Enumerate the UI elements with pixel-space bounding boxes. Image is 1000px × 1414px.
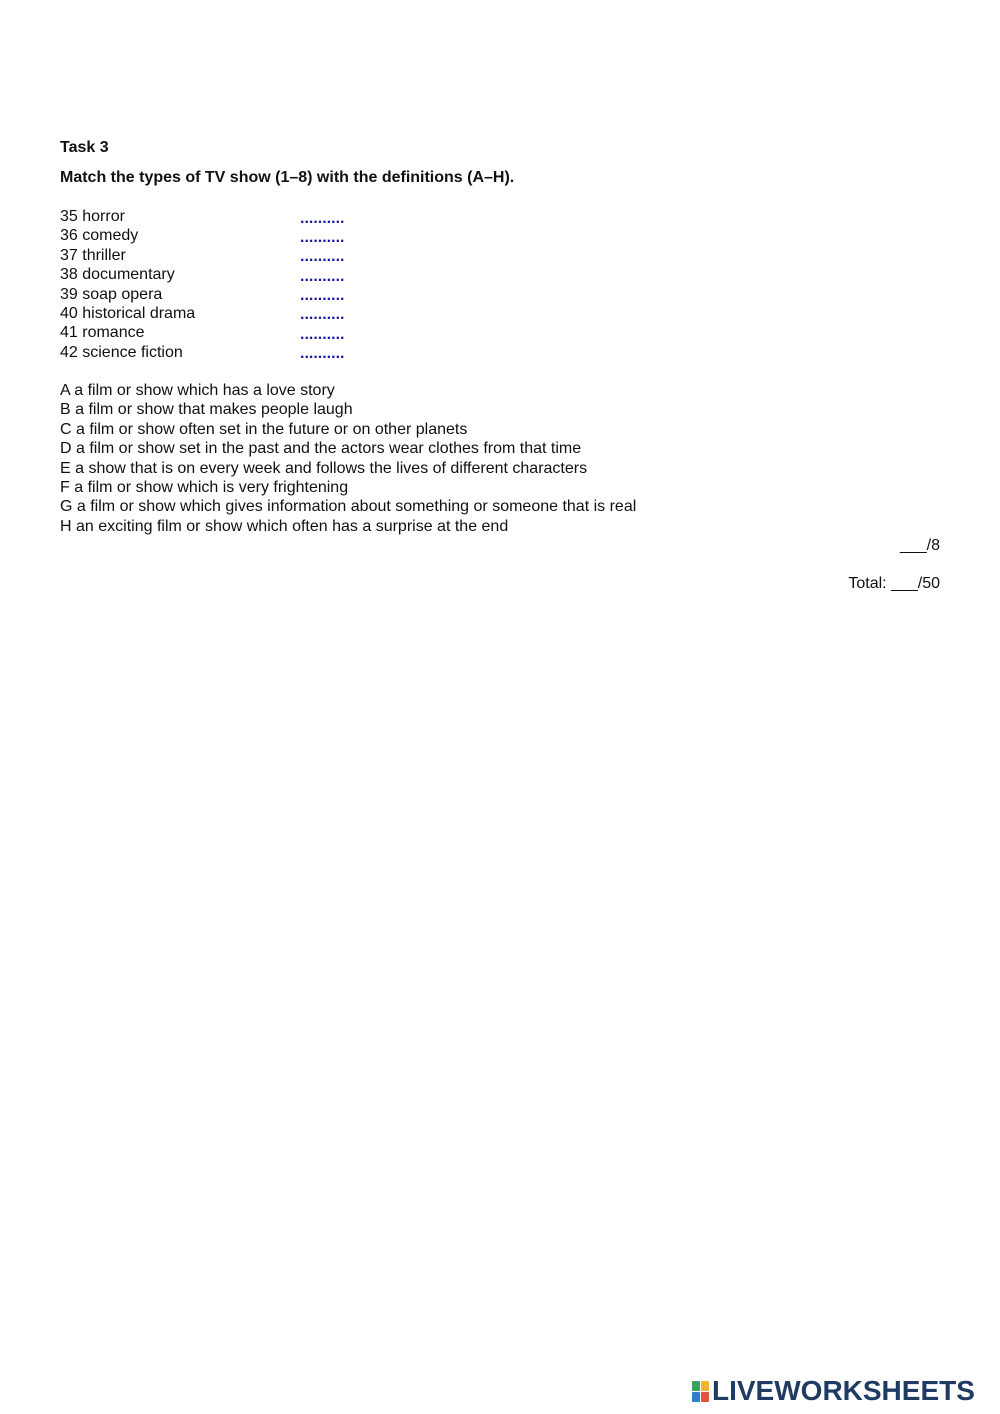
definition-e: E a show that is on every week and follows the lives of different characters <box>60 459 588 477</box>
definition-b: B a film or show that makes people laugh <box>60 401 353 419</box>
definition-f: F a film or show which is very frightening <box>60 479 349 497</box>
list-item <box>60 226 380 245</box>
total-score: Total: ___/50 <box>848 575 940 592</box>
liveworksheets-logo-icon <box>692 1381 709 1402</box>
definition-h: H an exciting film or show which often has a surprise at the end <box>60 517 509 535</box>
logo-tile <box>692 1392 700 1402</box>
definition-d: D a film or show set in the past and the actors wear clothes from that time <box>60 440 582 458</box>
logo-tile <box>692 1381 700 1391</box>
answer-field-37[interactable] <box>300 248 350 267</box>
logo-tile <box>701 1381 709 1391</box>
list-item <box>60 246 380 265</box>
logo-tile <box>701 1392 709 1402</box>
answer-field-35[interactable] <box>300 209 350 228</box>
liveworksheets-logo <box>692 1376 975 1406</box>
answer-field-40[interactable] <box>300 306 350 325</box>
logo-text: LIVEWORKSHEETS <box>712 1375 975 1406</box>
item-label: 36 comedy <box>60 227 139 245</box>
task-title: Task 3 <box>60 139 109 156</box>
task-instruction: Match the types of TV show (1–8) with the definitions (A–H). <box>60 169 515 186</box>
definition-a: A a film or show which has a love story <box>60 382 335 399</box>
definition-g: G a film or show which gives information about something or someone that is real <box>60 498 637 516</box>
list-item <box>60 343 380 362</box>
list-item <box>60 285 380 304</box>
item-label: 38 documentary <box>60 266 175 284</box>
list-item <box>60 304 380 323</box>
task-score: ___/8 <box>899 537 940 554</box>
answer-field-36[interactable] <box>300 228 350 247</box>
item-label: 42 science fiction <box>60 343 183 361</box>
definitions-list <box>60 381 860 536</box>
answer-field-41[interactable] <box>300 325 350 344</box>
item-label: 35 horror <box>60 208 125 225</box>
item-label: 41 romance <box>60 324 145 342</box>
list-item <box>60 265 380 284</box>
item-label: 40 historical drama <box>60 304 196 322</box>
definition-c: C a film or show often set in the future or on other planets <box>60 420 468 438</box>
item-label: 39 soap opera <box>60 285 163 303</box>
tv-show-list <box>60 207 380 362</box>
answer-field-38[interactable] <box>300 267 350 286</box>
item-label: 37 thriller <box>60 246 126 264</box>
list-item <box>60 323 380 342</box>
answer-field-42[interactable] <box>300 345 350 364</box>
list-item <box>60 207 380 226</box>
answer-field-39[interactable] <box>300 287 350 306</box>
